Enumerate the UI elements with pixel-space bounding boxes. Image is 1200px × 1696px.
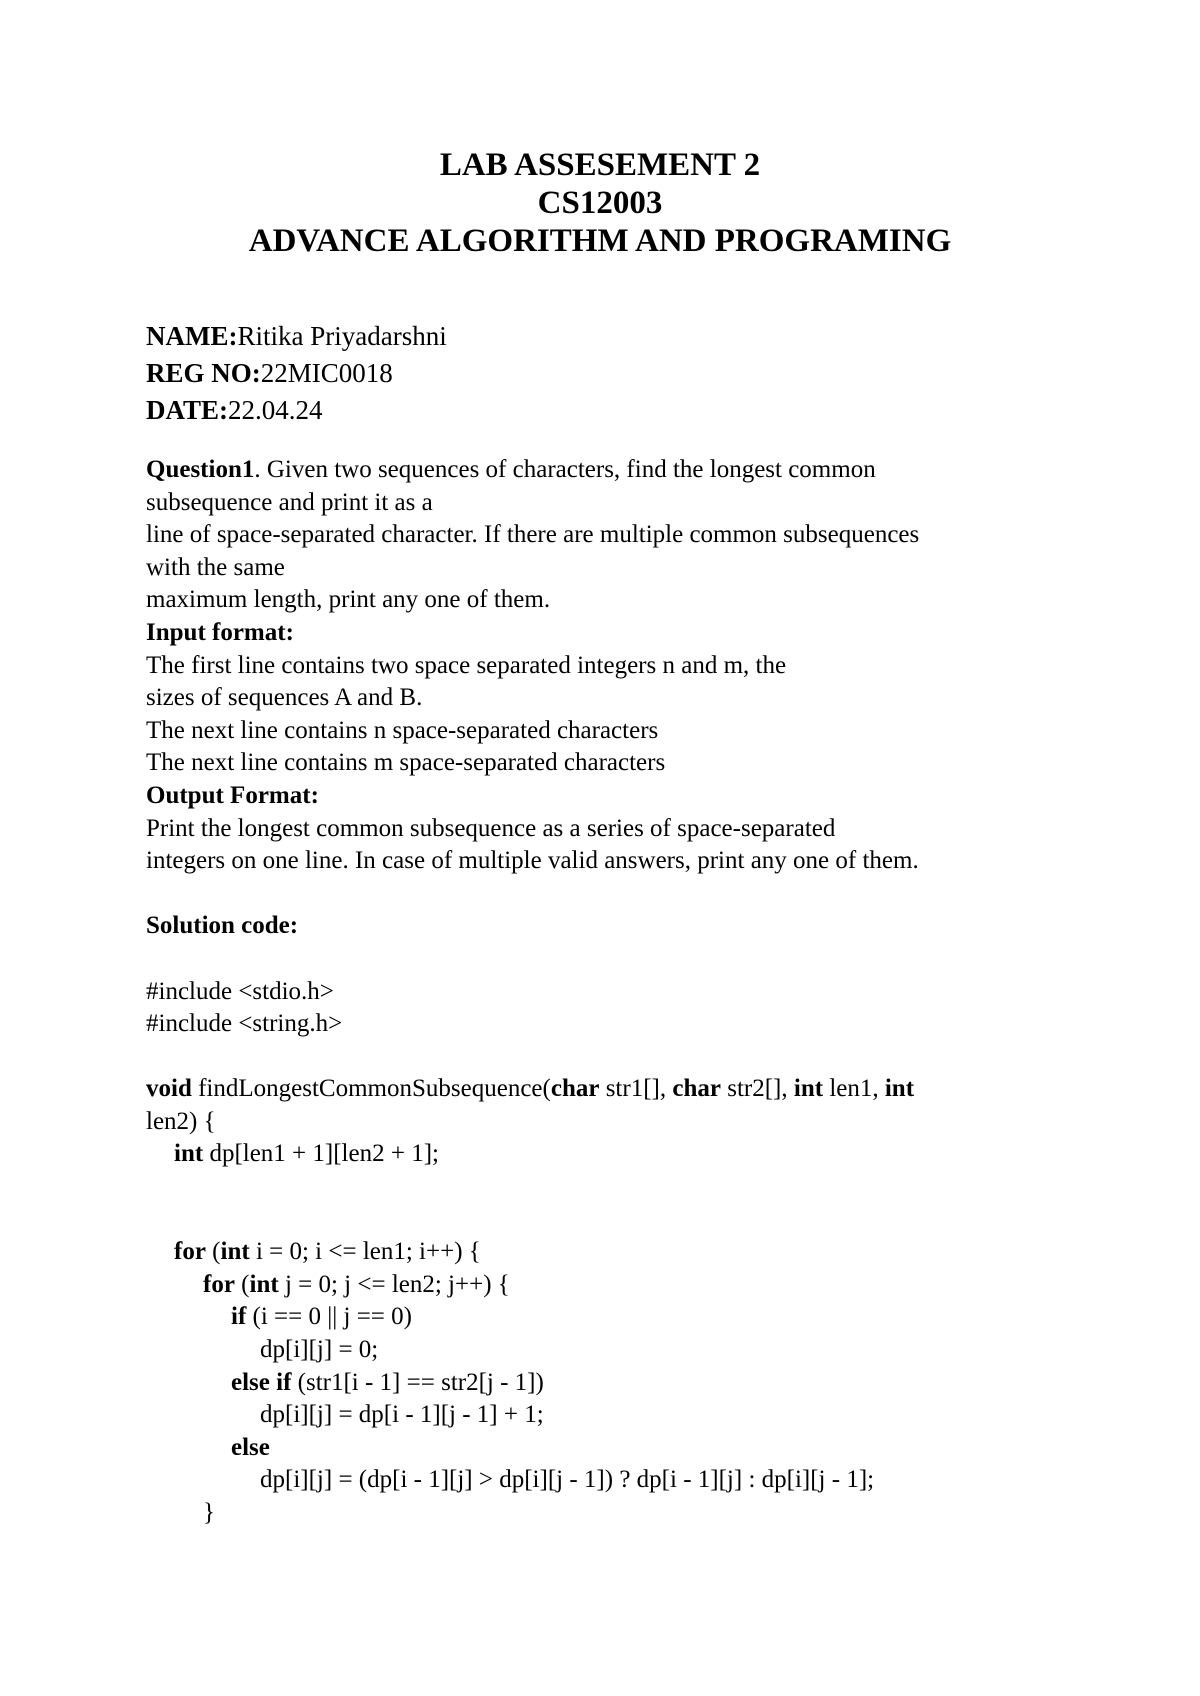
code-assign-zero: dp[i][j] = 0; — [260, 1336, 379, 1364]
code-text: (i == 0 || j == 0) — [246, 1303, 412, 1331]
keyword: void — [146, 1075, 192, 1103]
spacer — [146, 878, 1046, 911]
reg-row — [146, 355, 1046, 392]
name-label: NAME: — [146, 321, 238, 351]
title-line-1: LAB ASSESEMENT 2 — [439, 147, 761, 183]
code-include-string: #include <string.h> — [146, 1010, 343, 1038]
input-line-1: The first line contains two space separated integers n and m, the — [146, 651, 787, 679]
keyword: for — [203, 1270, 235, 1298]
student-info — [146, 318, 1046, 429]
code-text: findLongestCommonSubsequence( — [191, 1075, 551, 1103]
keyword: int — [793, 1075, 824, 1103]
output-line-1: Print the longest common subsequence as a series of space-separated — [146, 814, 836, 842]
code-text: i = 0; i <= len1; i++) { — [249, 1238, 481, 1266]
keyword: char — [672, 1075, 721, 1103]
output-line-2: integers on one line. In case of multiple valid answers, print any one of them. — [146, 847, 919, 875]
code-outer-for — [146, 1236, 1046, 1269]
spacer — [146, 943, 1046, 976]
keyword: int — [220, 1238, 250, 1266]
document-title — [0, 146, 1200, 260]
output-format-heading: Output Format: — [146, 781, 319, 809]
reg-label: REG NO: — [146, 358, 261, 388]
date-value: 22.04.24 — [228, 395, 323, 425]
code-dp-declaration — [146, 1138, 1046, 1171]
input-line-4: The next line contains m space-separated characters — [146, 749, 666, 777]
code-if — [146, 1301, 1046, 1334]
question-line-3: line of space-separated character. If there are multiple common subsequences — [146, 521, 920, 549]
code-text: ( — [205, 1238, 221, 1266]
question-line-2: subsequence and print it as a — [146, 488, 433, 516]
code-text: (str1[i - 1] == str2[j - 1]) — [291, 1368, 544, 1396]
keyword: for — [174, 1238, 206, 1266]
keyword: int — [249, 1270, 279, 1298]
keyword: else if — [231, 1368, 292, 1396]
code-text: str1[], — [599, 1075, 673, 1103]
code-else-if — [146, 1367, 1046, 1400]
question-text-1: . Given two sequences of characters, find the longest common — [254, 456, 876, 483]
solution-heading: Solution code: — [146, 912, 299, 940]
name-value: Ritika Priyadarshni — [237, 321, 447, 351]
question-line-5: maximum length, print any one of them. — [146, 586, 551, 614]
title-line-2: CS12003 — [537, 185, 663, 221]
keyword: int — [884, 1075, 915, 1103]
code-else: else — [231, 1433, 270, 1461]
code-assign-match: dp[i][j] = dp[i - 1][j - 1] + 1; — [260, 1401, 544, 1429]
title-line-3: ADVANCE ALGORITHM AND PROGRAMING — [248, 223, 952, 259]
date-label: DATE: — [146, 395, 229, 425]
code-function-signature — [146, 1073, 1046, 1106]
code-function-signature-cont: len2) { — [146, 1107, 216, 1135]
spacer — [146, 429, 1046, 454]
keyword: int — [174, 1140, 204, 1168]
name-row — [146, 318, 1046, 355]
code-assign-max: dp[i][j] = (dp[i - 1][j] > dp[i][j - 1]) ? dp[i - 1][j] : dp[i][j - 1]; — [260, 1466, 875, 1494]
spacer — [146, 1204, 1046, 1237]
date-row — [146, 392, 1046, 429]
question-line-4: with the same — [146, 553, 285, 581]
reg-value: 22MIC0018 — [260, 358, 393, 388]
keyword: char — [550, 1075, 600, 1103]
code-text: str2[], — [720, 1075, 794, 1103]
document-body — [146, 318, 1046, 1530]
input-line-3: The next line contains n space-separated characters — [146, 716, 659, 744]
code-include-stdio: #include <stdio.h> — [146, 977, 334, 1005]
code-text: ( — [234, 1270, 250, 1298]
input-line-2: sizes of sequences A and B. — [146, 684, 423, 712]
input-format-heading: Input format: — [146, 618, 294, 646]
question-line-1 — [146, 454, 1046, 487]
code-close-brace: } — [203, 1499, 215, 1526]
spacer — [146, 1171, 1046, 1204]
keyword: if — [231, 1303, 247, 1331]
code-inner-for — [146, 1269, 1046, 1302]
code-text: len1, — [823, 1075, 885, 1103]
code-listing — [146, 976, 1046, 1530]
code-text: j = 0; j <= len2; j++) { — [278, 1270, 510, 1298]
code-text: dp[len1 + 1][len2 + 1]; — [203, 1140, 439, 1168]
question-section — [146, 454, 1046, 976]
question-label: Question1 — [146, 456, 255, 483]
spacer — [146, 1041, 1046, 1074]
